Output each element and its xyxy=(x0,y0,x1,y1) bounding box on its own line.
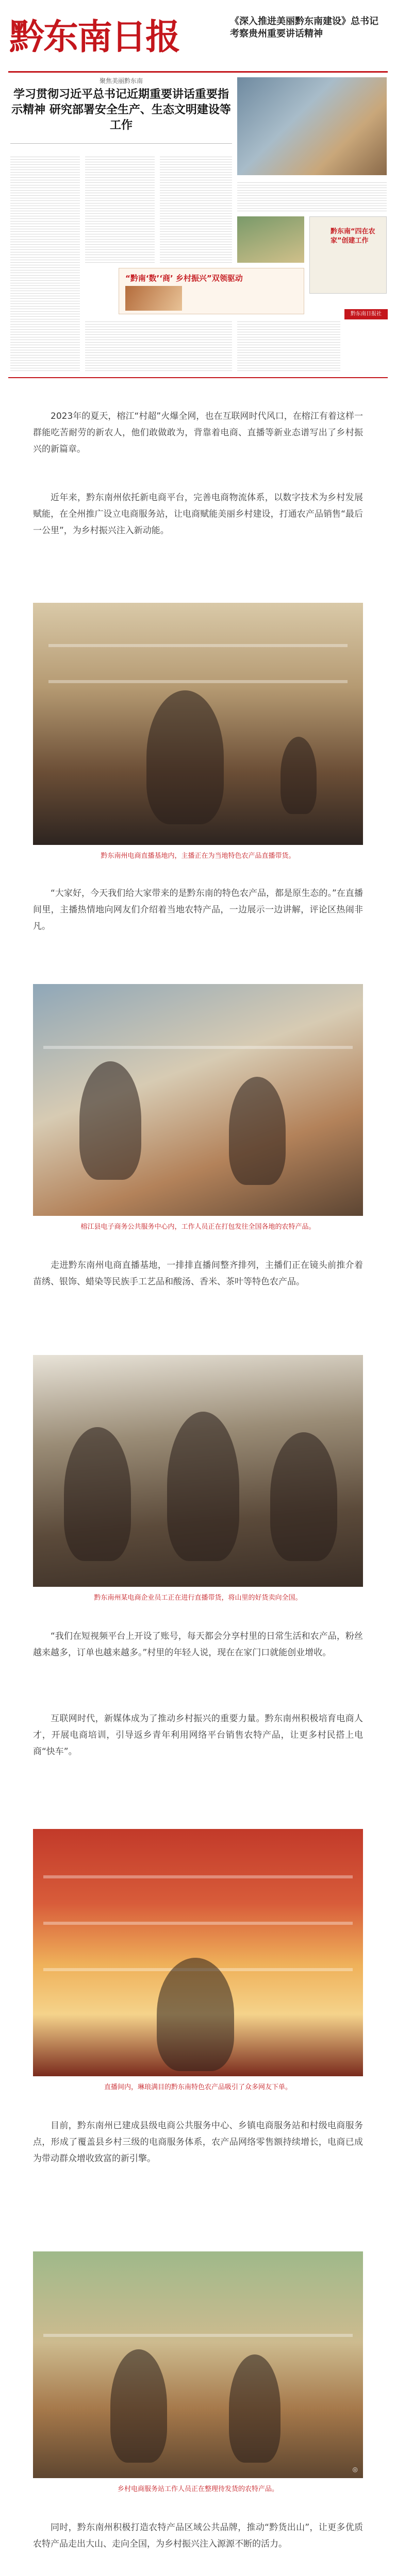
photo-caption: 榕江县电子商务公共服务中心内，工作人员正在打包发往全国各地的农特产品。 xyxy=(80,1223,316,1231)
cartoon-text: 黔东南“四在农家”创建工作 xyxy=(331,228,375,245)
photo-livestream xyxy=(33,603,363,845)
front-bottom-rule xyxy=(8,377,388,378)
feature-title: “黔南‘数’‘商’ 乡村振兴”双领驱动 xyxy=(125,274,243,283)
front-photo-small xyxy=(237,216,304,263)
paragraph: 2023年的夏天，榕江“村超”火爆全网，也在互联网时代风口，在榕江有着这样一群能吃苦耐劳的新农人，他们敢做敢为，背靠着电商、直播等新业态谱写出了乡村振兴的新篇章。 xyxy=(33,411,363,454)
paragraph: 近年来，黔东南州依托新电商平台，完善电商物流体系，以数字技术为乡村发展赋能，在全州推广设立电商服务站，让电商赋能美丽乡村建设，打通农产品销售“最后一公里”，为乡村振兴注入新动能。 xyxy=(33,493,363,536)
photo-caption: 乡村电商服务站工作人员正在整理待发货的农特产品。 xyxy=(117,2485,278,2493)
paragraph: 同时，黔东南州积极打造农特产品区域公共品牌，推动“黔货出山”，让更多优质农特产品走出大山、走向全国，为乡村振兴注入源源不断的活力。 xyxy=(33,2522,363,2549)
divider xyxy=(10,143,232,144)
masthead xyxy=(8,7,388,69)
text-column xyxy=(237,180,387,211)
watermark-icon: ◎ xyxy=(352,2466,358,2473)
photo-products xyxy=(33,1829,363,2076)
front-headline: 《深入推进美丽黔东南建设》总书记考察贵州重要讲话精神 xyxy=(230,16,378,39)
lead-title: 学习贯彻习近平总书记近期重要讲话重要指示精神 研究部署安全生产、生态文明建设等工作 xyxy=(11,88,231,132)
lead-story-head xyxy=(10,76,232,133)
paragraph: 互联网时代，新媒体成为了推动乡村振兴的重要力量。黔东南州积极培育电商人才，开展电商培训，引导返乡青年利用网络平台销售农特产品，让更多村民搭上电商“快车”。 xyxy=(33,1714,363,1757)
paragraph: “大家好，今天我们给大家带来的是黔东南的特色农产品，都是原生态的。”在直播间里，主播热情地向网友们介绍着当地农特产品，一边展示一边讲解，评论区热闹非凡。 xyxy=(33,888,363,931)
text-column xyxy=(85,319,232,371)
feature-box xyxy=(119,268,304,314)
red-tag: 黔东南日报社 xyxy=(344,309,388,319)
text-column xyxy=(237,319,340,371)
photo-workers xyxy=(33,1355,363,1587)
newspaper-front-page xyxy=(0,0,396,381)
lead-kicker: 聚焦美丽黔东南 xyxy=(99,77,143,84)
paragraph: “我们在短视频平台上开设了账号，每天都会分享村里的日常生活和农产品，粉丝越来越多，订单也越来越多。”村里的年轻人说，现在在家门口就能创业增收。 xyxy=(33,1631,363,1658)
photo-packing xyxy=(33,984,363,1216)
cartoon-box xyxy=(309,216,387,294)
text-column xyxy=(85,155,155,263)
photo-caption: 黔东南州电商直播基地内，主播正在为当地特色农产品直播带货。 xyxy=(101,852,295,860)
photo-caption: 直播间内，琳琅满目的黔东南特色农产品吸引了众多网友下单。 xyxy=(104,2083,292,2091)
feature-photo xyxy=(125,286,182,311)
paragraph: 走进黔东南州电商直播基地，一排排直播间整齐排列，主播们正在镜头前推介着苗绣、银饰、蜡染等民族手工艺品和酸汤、香米、茶叶等特色农产品。 xyxy=(33,1260,363,1287)
front-photo xyxy=(237,77,387,175)
text-column xyxy=(160,155,232,263)
masthead-rule xyxy=(8,71,388,73)
photo-service-station xyxy=(33,2251,363,2478)
text-column xyxy=(10,155,80,371)
newspaper-title: 黔东南日报 xyxy=(9,16,180,58)
paragraph: 目前，黔东南州已建成县级电商公共服务中心、乡镇电商服务站和村级电商服务点，形成了覆盖县乡村三级的电商服务体系，农产品网络零售额持续增长，电商已成为带动群众增收致富的新引擎。 xyxy=(33,2121,363,2164)
photo-caption: 黔东南州某电商企业员工正在进行直播带货，将山里的好货卖向全国。 xyxy=(94,1594,302,1602)
